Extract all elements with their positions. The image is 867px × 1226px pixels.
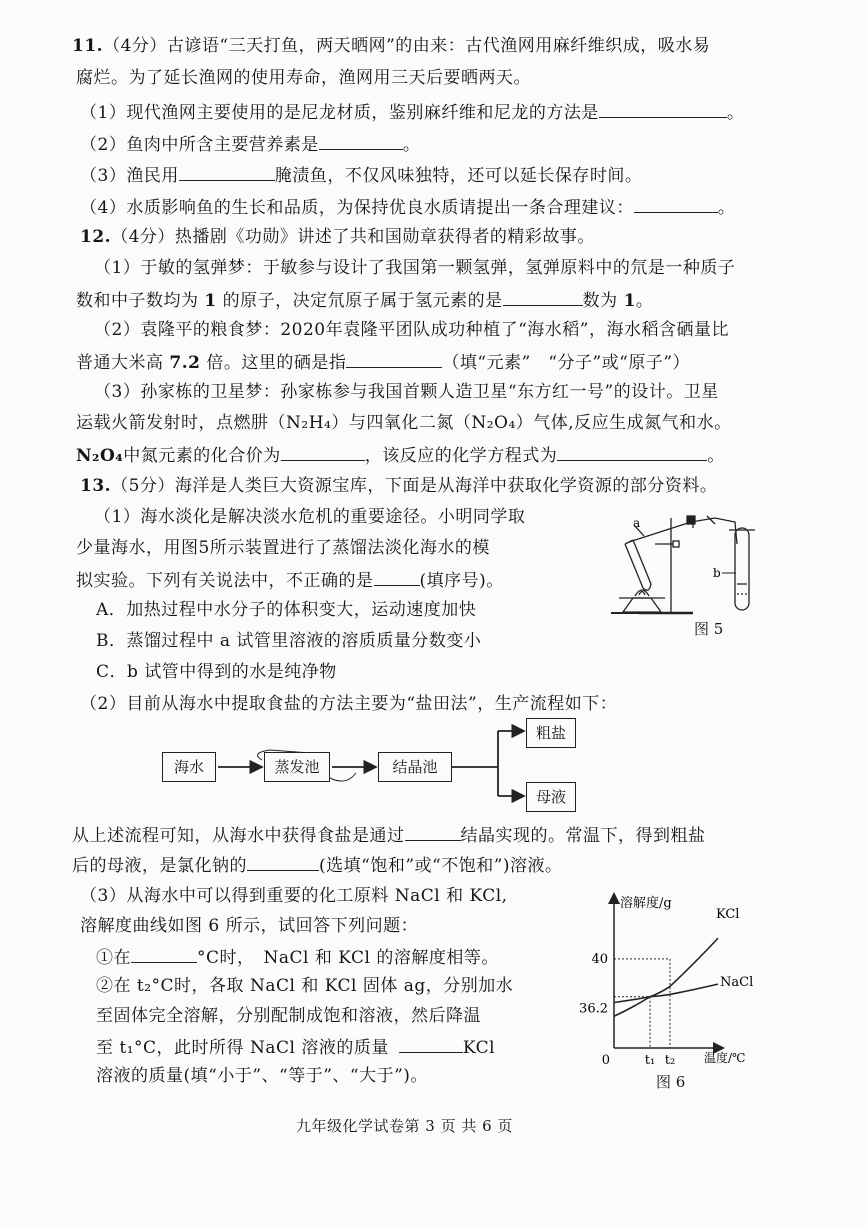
q12-part1-end: 。 [635, 291, 654, 311]
q11-part4-blank[interactable] [634, 194, 718, 213]
x-tick-label-t2: t₂ [664, 1053, 676, 1068]
q11-part3 [80, 162, 642, 188]
series-label-kcl: KCl [716, 907, 740, 923]
q11-part1-end: 。 [726, 103, 745, 123]
q13-part3-line7: 溶液的质量(填“小于”、“等于”、“大于”)。 [96, 1066, 428, 1086]
q12-part2-line2 [76, 349, 690, 375]
q13-part3-text-c-end: °C时， NaCl 和 KCl 的溶解度相等。 [197, 948, 499, 968]
q13-part3-text-c: ①在 [96, 948, 131, 968]
q13-option-a: A．加热过程中水分子的体积变大，运动速度加快 [96, 600, 477, 620]
q11-part4 [80, 194, 735, 220]
y-axis-label: 溶解度/g [620, 896, 672, 911]
q11-stem-text: （4分）古谚语“三天打鱼，两天晒网”的由来：古代渔网用麻纤维织成，吸水易 [103, 36, 711, 56]
q11-part3-text-a: （3）渔民用 [80, 166, 179, 186]
flow-box-mother-liquor: 母液 [526, 782, 576, 812]
q13-part1-line3 [76, 567, 504, 593]
q13-part2-after-line1 [72, 822, 706, 848]
q12-stem-text: （4分）热播剧《功勋》讲述了共和国勋章获得者的精彩故事。 [111, 227, 595, 247]
q12-part2-blank[interactable] [346, 349, 442, 368]
q11-part3-text-b: 腌渍鱼，不仅风味独特，还可以延长保存时间。 [274, 166, 643, 186]
q12-part1-line2 [76, 287, 653, 313]
q13-part3-line2: 溶解度曲线如图 6 所示，试回答下列问题： [80, 916, 419, 936]
q12-part3-blank1[interactable] [281, 442, 365, 461]
q13-part2-after-text-a: 从上述流程可知，从海水中获得食盐是通过 [72, 826, 405, 846]
q12-part2-text-b: 普通大米高 [76, 353, 164, 373]
q12-part1-text-c: 的原子，决定氘原子属于氢元素的是 [222, 291, 503, 311]
q12-part1-text-b: 数和中子数均为 [76, 291, 199, 311]
distillation-apparatus-figure [595, 500, 765, 625]
q13-part3-line3 [96, 944, 499, 970]
q11-part2 [80, 131, 420, 157]
q11-part2-text: （2）鱼肉中所含主要营养素是 [80, 135, 319, 155]
q12-part1-line1: （1）于敏的氢弹梦：于敏参与设计了我国第一颗氢弹，氢弹原料中的氘是一种质子 [94, 258, 736, 278]
y-tick-label-36-2: 36.2 [579, 1001, 608, 1017]
flow-box-crude-salt: 粗盐 [526, 718, 576, 748]
x-axis-label: 温度/℃ [704, 1051, 746, 1065]
q13-part1-blank[interactable] [374, 567, 420, 586]
q12-part1-text-d: 数为 [582, 291, 618, 311]
q12-part3-line1: （3）孙家栋的卫星梦：孙家栋参与我国首颗人造卫星“东方红一号”的设计。卫星 [94, 382, 719, 402]
fig6-caption: 图 6 [656, 1073, 686, 1091]
q13-part2-after-line2 [72, 852, 563, 878]
q11-part2-end: 。 [402, 135, 421, 155]
salt-flow-arrows [150, 720, 590, 820]
q12-formula: N₂O₄ [76, 446, 124, 466]
series-line-kcl [614, 938, 718, 1016]
q13-part2-after-text-b-end: (选填“饱和”或“不饱和”)溶液。 [319, 856, 563, 876]
q13-part2-after-text-b: 后的母液，是氯化钠的 [72, 856, 247, 876]
q13-part3-blank1[interactable] [131, 944, 197, 963]
q11-stem-line1 [72, 34, 710, 58]
q12-part1-num: 1 [204, 291, 217, 311]
q13-option-c: C．b 试管中得到的水是纯净物 [96, 662, 337, 682]
q13-part3-line5: 至固体完全溶解，分别配制成饱和溶液，然后降温 [96, 1006, 481, 1026]
q11-part1-text: （1）现代渔网主要使用的是尼龙材质，鉴别麻纤维和尼龙的方法是 [80, 103, 599, 123]
q13-part1-line2: 少量海水，用图5所示装置进行了蒸馏法淡化海水的模 [76, 538, 490, 558]
series-label-nacl: NaCl [720, 975, 754, 991]
q11-part4-end: 。 [717, 198, 736, 218]
fig5-label-b: b [713, 566, 721, 580]
q13-part3-line6 [96, 1034, 495, 1060]
q11-stem-line2: 腐烂。为了延长渔网的使用寿命，渔网用三天后要晒两天。 [76, 68, 531, 88]
y-tick-label-40: 40 [591, 951, 608, 967]
q13-part2-after-text-a-end: 结晶实现的。常温下，得到粗盐 [460, 826, 706, 846]
q11-part3-blank[interactable] [179, 162, 275, 181]
q12-stem [80, 225, 595, 249]
flow-box-seawater: 海水 [162, 752, 216, 782]
q12-part3-blank2[interactable] [557, 442, 707, 461]
q13-part3-text-f: 至 t₁°C，此时所得 NaCl 溶液的质量 [96, 1038, 389, 1058]
q11-part4-text: （4）水质影响鱼的生长和品质，为保持优良水质请提出一条合理建议： [80, 198, 634, 218]
q12-part3-line3 [76, 442, 725, 468]
q12-part3-text-c: 中氮元素的化合价为 [123, 446, 281, 466]
q13-number: 13. [80, 476, 112, 496]
page-footer: 九年级化学试卷第 3 页 共 6 页 [296, 1117, 513, 1135]
q12-part1-blank[interactable] [503, 287, 583, 306]
q13-stem-text: （5分）海洋是人类巨大资源宝库，下面是从海洋中获取化学资源的部分资料。 [111, 476, 718, 496]
q12-part2-line1: （2）袁隆平的粮食梦：2020年袁隆平团队成功种植了“海水稻”，海水稻含硒量比 [94, 320, 729, 340]
q13-part1-text-c: 拟实验。下列有关说法中，不正确的是 [76, 571, 374, 591]
q13-part3-line1: （3）从海水中可以得到重要的化工原料 NaCl 和 KCl, [80, 886, 508, 906]
flow-box-evaporation-pond: 蒸发池 [264, 752, 330, 782]
q13-option-b: B．蒸馏过程中 a 试管里溶液的溶质质量分数变小 [96, 631, 482, 651]
solubility-curve-chart [570, 885, 770, 1070]
flow-box-crystallization-pond: 结晶池 [378, 752, 452, 782]
q13-part2: （2）目前从海水中提取食盐的方法主要为“盐田法”，生产流程如下： [80, 694, 618, 714]
q13-part3-text-f-end: KCl [462, 1038, 496, 1058]
q12-number: 12. [80, 227, 112, 247]
q13-part2-blank2[interactable] [247, 852, 319, 871]
q11-part2-blank[interactable] [319, 131, 403, 150]
q12-part2-text-d: （填“元素” “分子”或“原子”） [442, 353, 691, 373]
fig5-caption: 图 5 [694, 620, 724, 638]
q13-stem [80, 474, 717, 498]
q12-part2-text-c: 倍。这里的硒是指 [206, 353, 347, 373]
q12-part3-text-d: ，该反应的化学方程式为 [364, 446, 558, 466]
q12-part3-end: 。 [707, 446, 725, 466]
q13-part3-blank2[interactable] [399, 1034, 463, 1053]
x-tick-label-0: 0 [601, 1053, 610, 1068]
fig5-label-a: a [633, 516, 641, 530]
q13-part1-line1: （1）海水淡化是解决淡水危机的重要途径。小明同学取 [94, 507, 526, 527]
q11-number: 11. [72, 36, 104, 56]
x-tick-label-t1: t₁ [644, 1053, 656, 1068]
q12-part1-num2: 1 [623, 291, 636, 311]
series-line-nacl [614, 984, 718, 1002]
q11-part1-blank[interactable] [599, 99, 727, 118]
q13-part3-line4: ②在 t₂°C时，各取 NaCl 和 KCl 固体 ag，分别加水 [96, 976, 514, 996]
q12-part2-num: 7.2 [169, 353, 201, 373]
q13-part2-blank1[interactable] [405, 822, 461, 841]
q13-part1-end: (填序号)。 [419, 571, 504, 591]
q11-part1 [80, 99, 744, 125]
q12-part3-line2: 运载火箭发射时，点燃肼（N₂H₄）与四氧化二氮（N₂O₄）气体,反应生成氮气和水。 [76, 413, 732, 433]
